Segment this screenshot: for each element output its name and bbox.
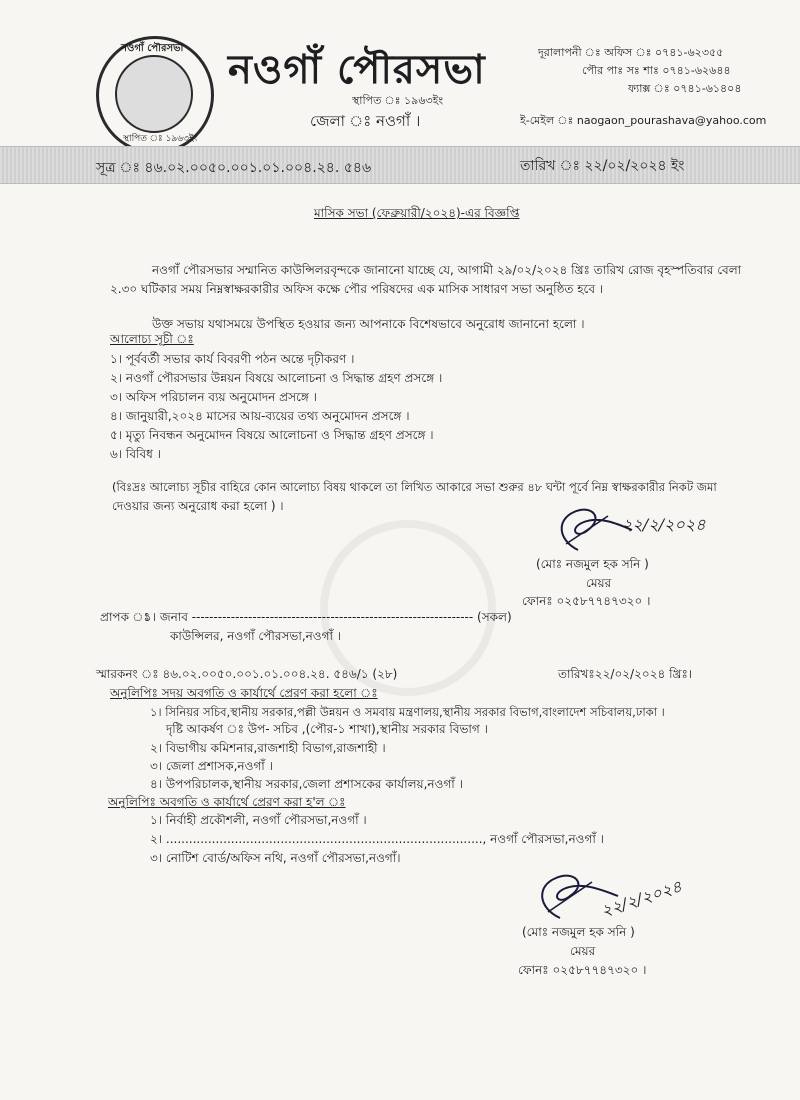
attendance-request: উক্ত সভায় যথাসময়ে উপস্থিত হওয়ার জন্য আপনাকে বিশেষভাবে অনুরোধ জানানো হলো । xyxy=(152,317,585,331)
memo-number: স্মারকনং ঃ ৪৬.০২.০০৫০.০০১.০১.০০৪.২৪. ৫৪৬/১ (২৮) xyxy=(96,667,398,681)
recipient-line: ১। জনাব ----------------------------------------------------------------- (সকল) xyxy=(144,610,512,624)
signature-1-title: মেয়র xyxy=(586,576,612,590)
signature-2-name: (মোঃ নজমুল হক সনি ) xyxy=(522,925,635,939)
copy-1-title: অনুলিপিঃ সদয় অবগতি ও কার্যার্থে প্রেরণ করা হলো ঃ xyxy=(110,686,378,700)
agenda-item: ৫। মৃত্যু নিবন্ধন অনুমোদন বিষয়ে আলোচনা ও সিদ্ধান্ত গ্রহণ প্রসঙ্গে । xyxy=(110,428,434,442)
agenda-title: আলোচ্য সূচী ঃ xyxy=(110,332,194,346)
agenda-item: ১। পূর্ববর্তী সভার কার্য বিবরণী পঠন অন্তে দৃঢ়ীকরণ । xyxy=(110,352,355,366)
copy-2-item: ২। ..................................................................................., নওগাঁ পৌরসভা,নওগাঁ । xyxy=(150,832,604,846)
signature-2-phone: ফোনঃ ০২৫৮৭৭৪৭৩২০ । xyxy=(518,963,647,977)
email-address: ই-মেইল ঃ naogaon_pourashava@yahoo.com xyxy=(520,114,767,127)
copy-1-item: দৃষ্টি আকর্ষণ ঃ উপ- সচিব ,(পৌর-১ শাখা),স্থানীয় সরকার বিভাগ । xyxy=(166,722,488,736)
signature-1-date: ২২/২/২০২৪ xyxy=(622,515,706,534)
established-text: স্থাপিত ঃ ১৯৬৩ইং xyxy=(352,94,444,107)
fax-number: ফ্যাক্স ঃ ০৭৪১-৬১৪০৪ xyxy=(628,82,742,95)
seal-bottom-text: স্থাপিত ঃ ১৯৬৩ইং xyxy=(123,134,198,144)
copy-1-item: ৪। উপপরিচালক,স্থানীয় সরকার,জেলা প্রশাসকের কার্যালয়,নওগাঁ । xyxy=(150,777,463,791)
phone-office: দূরালাপনী ঃ অফিস ঃ ০৭৪১-৬২৩৫৫ xyxy=(538,46,724,59)
copy-1-item: ৩। জেলা প্রশাসক,নওগাঁ । xyxy=(150,759,273,773)
reference-date: তারিখ ঃ ২২/০২/২০২৪ ইং xyxy=(520,158,685,174)
recipient-designation: কাউন্সিলর, নওগাঁ পৌরসভা,নওগাঁ । xyxy=(170,629,342,643)
seal-top-text: নওগাঁ পৌরসভা xyxy=(121,43,184,54)
recipient-label: প্রাপক ঃ xyxy=(100,610,150,624)
reference-number: সূত্র ঃ ৪৬.০২.০০৫০.০০১.০১.০০৪.২৪. ৫৪৬ xyxy=(96,160,372,176)
note-line-2: দেওয়ার জন্য অনুরোধ করা হলো ) । xyxy=(112,499,284,513)
copy-2-item: ৩। নোটিশ বোর্ড/অফিস নথি, নওগাঁ পৌরসভা,নওগাঁ। xyxy=(150,851,401,865)
copy-1-item: ১। সিনিয়র সচিব,স্থানীয় সরকার,পল্লী উন্নয়ন ও সমবায় মন্ত্রণালয়,স্থানীয় সরকার বিভাগ,বাংলাদেশ সচিবালয়,ঢাকা । xyxy=(150,705,665,719)
seal-emblem-icon xyxy=(115,55,193,133)
signature-2-title: মেয়র xyxy=(570,944,596,958)
notice-paragraph-line-1: নওগাঁ পৌরসভার সম্মানিত কাউন্সিলরবৃন্দকে জানানো যাচ্ছে যে, আগামী ২৯/০২/২০২৪ খ্রিঃ তারিখ রোজ বৃহস্পতিবার বেলা xyxy=(152,263,742,277)
note-line-1: (বিঃদ্রঃ আলোচ্য সূচীর বাহিরে কোন আলোচ্য বিষয় থাকলে তা লিখিত আকারে সভা শুরুর ৪৮ ঘন্টা পূর্বে নিম্ন স্বাক্ষরকারীর নিকট জমা xyxy=(112,480,717,494)
copy-2-title: অনুলিপিঃ অবগতি ও কার্যার্থে প্রেরণ করা হ'ল ঃ xyxy=(108,795,346,809)
signature-2-date: ২২/২/২০২৪ xyxy=(598,876,685,921)
signature-1-name: (মোঃ নজমুল হক সনি ) xyxy=(536,557,649,571)
notice-paragraph-line-2: ২.৩০ ঘটিকার সময় নিম্নস্বাক্ষরকারীর অফিস কক্ষে পৌর পরিষদের এক মাসিক সাধারণ সভা অনুষ্ঠিত হবে । xyxy=(110,282,604,296)
page-title: নওগাঁ পৌরসভা xyxy=(228,47,486,93)
agenda-item: ৩। অফিস পরিচালন ব্যয় অনুমোদন প্রসঙ্গে । xyxy=(110,390,317,404)
copy-1-item: ২। বিভাগীয় কমিশনার,রাজশাহী বিভাগ,রাজশাহী । xyxy=(150,741,386,755)
copy-2-item: ১। নির্বাহী প্রকৌশলী, নওগাঁ পৌরসভা,নওগাঁ । xyxy=(150,813,367,827)
memo-date: তারিখঃ২২/০২/২০২৪ খ্রিঃ। xyxy=(558,667,693,681)
agenda-item: ২। নওগাঁ পৌরসভার উন্নয়ন বিষয়ে আলোচনা ও সিদ্ধান্ত গ্রহণ প্রসঙ্গে । xyxy=(110,371,443,385)
signature-1-phone: ফোনঃ ০২৫৮৭৭৪৭৩২০ । xyxy=(522,594,651,608)
district-text: জেলা ঃ নওগাঁ । xyxy=(310,112,421,130)
municipality-seal xyxy=(96,36,214,154)
phone-secretary: পৌর পাঃ সঃ শাঃ ০৭৪১-৬২৬৪৪ xyxy=(582,64,731,77)
notice-heading: মাসিক সভা (ফেব্রুয়ারী/২০২৪)-এর বিজ্ঞপ্তি xyxy=(314,206,520,220)
agenda-item: ৬। বিবিধ । xyxy=(110,447,161,461)
agenda-item: ৪। জানুয়ারী,২০২৪ মাসের আয়-ব্যয়ের তথ্য অনুমোদন প্রসঙ্গে । xyxy=(110,409,410,423)
